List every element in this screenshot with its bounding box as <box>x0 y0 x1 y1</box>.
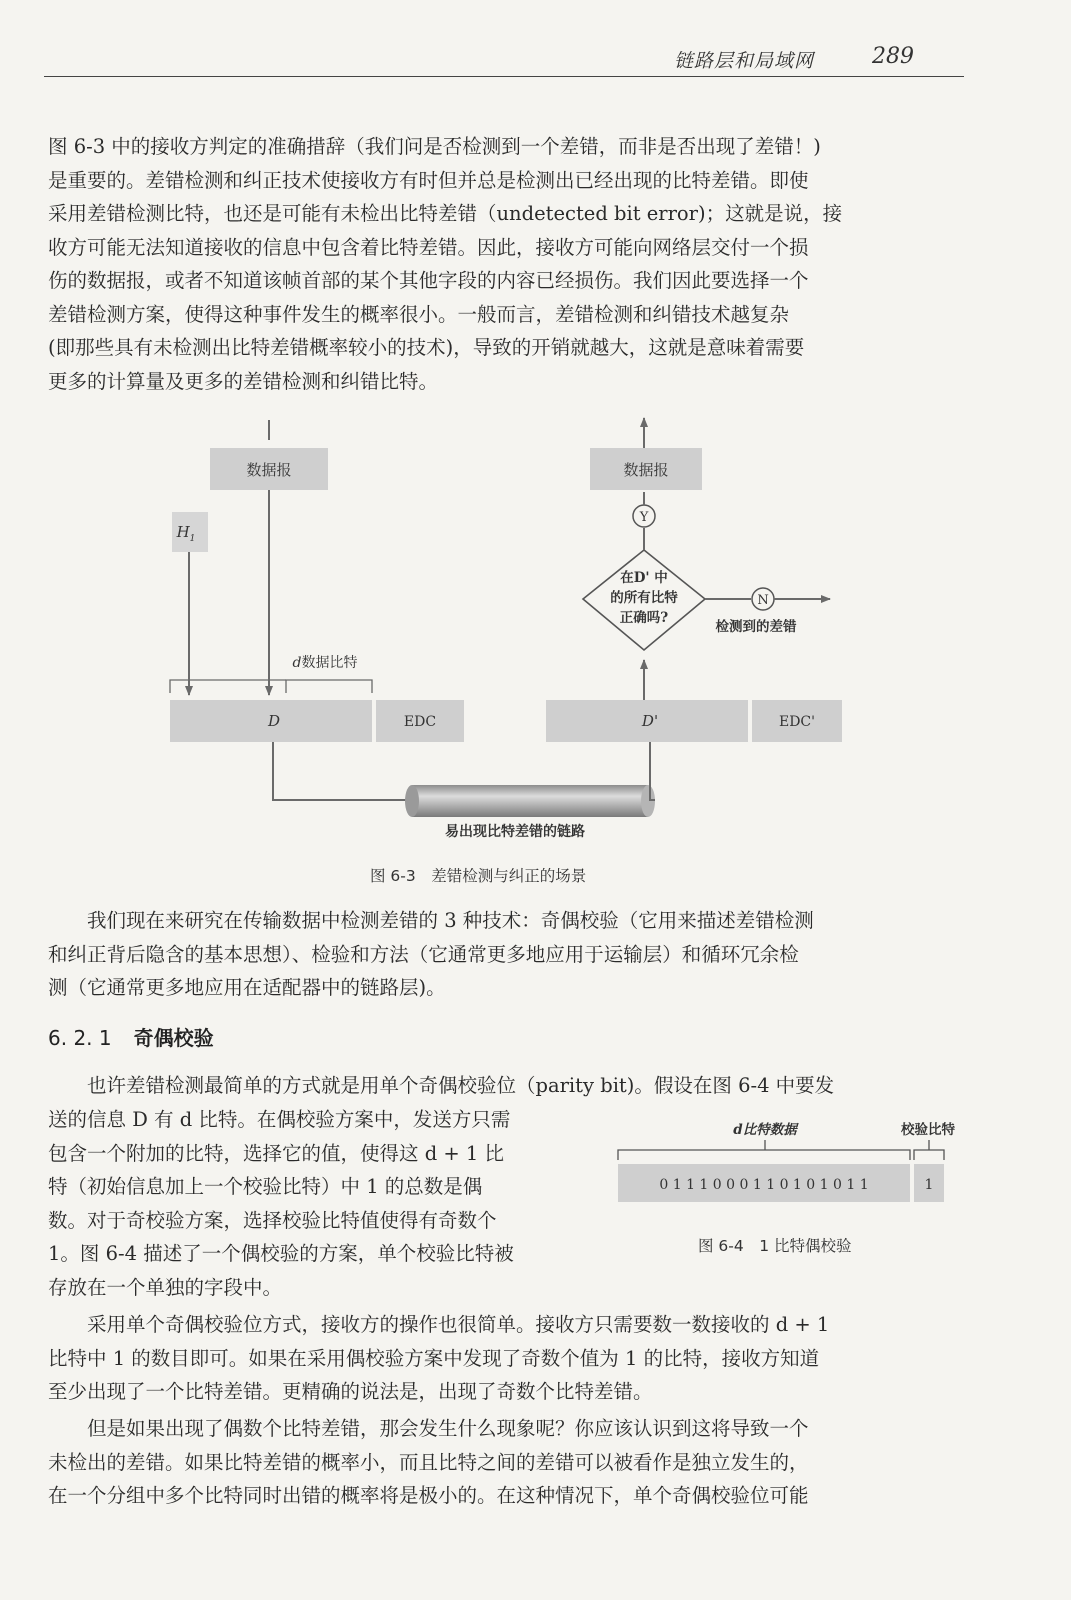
data-bits-bracket <box>618 1140 910 1160</box>
link-label: 易出现比特差错的链路 <box>445 824 585 840</box>
section-title: 奇偶校验 <box>133 1026 214 1050</box>
text-line: 和纠正背后隐含的基本思想）、检验和方法（它通常更多地应用于运输层）和循环冗余检 <box>48 942 799 966</box>
receiver-datagram-label: 数据报 <box>623 461 669 479</box>
parity-intro-wrapped <box>48 1103 588 1304</box>
text-line: 也许差错检测最简单的方式就是用单个奇偶校验位（parity bit)。假设在图 6-4 中要发 <box>87 1074 835 1097</box>
text-line: 图 6-3 中的接收方判定的准确措辞（我们问是否检测到一个差错，而非是否出现了差错！) <box>48 135 821 158</box>
text-line: 但是如果出现了偶数个比特差错，那会发生什么现象呢？你应该认识到这将导致一个 <box>87 1417 809 1440</box>
text-line: 送的信息 D 有 d 比特。在偶校验方案中，发送方只需 <box>48 1108 511 1131</box>
text-line: 数。对于奇校验方案，选择校验比特值使得有奇数个 <box>48 1208 497 1232</box>
edc-prime-field-label: EDC' <box>778 714 816 730</box>
text-line: 收方可能无法知道接收的信息中包含着比特差错。因此，接收方可能向网络层交付一个损 <box>48 235 809 259</box>
sender-to-link-line <box>273 742 412 800</box>
link-cylinder-left-cap <box>405 785 419 817</box>
check-bit-label: 校验比特 <box>901 1122 955 1138</box>
d-bits-bracket <box>286 680 372 693</box>
d-field-label: D <box>267 712 281 730</box>
parity-bit-value: 1 <box>924 1177 934 1193</box>
figure-6-4-caption: 图 6-4 1 比特偶校验 <box>698 1237 852 1255</box>
text-line: 伤的数据报，或者不知道该帧首部的某个其他字段的内容已经损伤。我们因此要选择一个 <box>48 269 809 292</box>
text-line: 特（初始信息加上一个校验比特）中 1 的总数是偶 <box>48 1175 483 1198</box>
text-line: 采用单个奇偶校验位方式，接收方的操作也很简单。接收方只需要数一数接收的 d + 1 <box>87 1313 830 1336</box>
text-line: 至少出现了一个比特差错。更精确的说法是，出现了奇数个比特差错。 <box>48 1380 653 1403</box>
data-bits-value: 0 1 1 1 0 0 0 1 1 0 1 0 1 0 1 1 <box>659 1177 869 1193</box>
running-title: 链路层和局域网 <box>673 50 814 72</box>
edc-field-label: EDC <box>403 714 437 730</box>
text-line: 存放在一个单独的字段中。 <box>48 1275 283 1299</box>
d-data-bits-label: d数据比特 <box>292 655 358 671</box>
error-detected-label: 检测到的差错 <box>715 619 797 635</box>
no-label: N <box>757 593 769 608</box>
text-line: 测（它通常更多地应用在适配器中的链路层)。 <box>48 976 446 999</box>
running-header <box>44 44 964 77</box>
text-line: 采用差错检测比特，也还是可能有未检出比特差错（undetected bit error)；这就是说，接 <box>48 202 843 225</box>
text-line: 我们现在来研究在传输数据中检测差错的 3 种技术：奇偶校验（它用来描述差错检测 <box>87 909 814 932</box>
data-bits-label: d比特数据 <box>733 1122 797 1138</box>
check-bit-bracket <box>914 1140 944 1160</box>
figure-6-4-diagram <box>600 1112 980 1212</box>
text-line: 比特中 1 的数目即可。如果在采用偶校验方案中发现了奇数个值为 1 的比特，接收方知道 <box>48 1346 820 1370</box>
section-heading <box>48 1022 214 1051</box>
parity-intro-first-line <box>48 1069 960 1103</box>
text-line: (即那些具有未检测出比特差错概率较小的技术)，导致的开销就越大，这就是意味着需要 <box>48 336 805 359</box>
page-number: 289 <box>872 44 914 69</box>
even-errors-paragraph <box>48 1412 960 1513</box>
intro-paragraph <box>48 130 960 398</box>
text-line: 差错检测方案，使得这种事件发生的概率很小。一般而言，差错检测和纠错技术越复杂 <box>48 302 790 326</box>
figure-6-3-caption: 图 6-3 差错检测与纠正的场景 <box>370 867 587 885</box>
decision-line-1: 在D' 中 <box>620 570 668 586</box>
sender-datagram-label: 数据报 <box>246 461 292 479</box>
decision-line-2: 的所有比特 <box>610 590 678 606</box>
techniques-paragraph <box>48 904 960 1005</box>
text-line: 1。图 6-4 描述了一个偶校验的方案，单个校验比特被 <box>48 1242 514 1265</box>
decision-line-3: 正确吗? <box>619 610 669 626</box>
link-cylinder-body <box>412 785 648 817</box>
text-line: 是重要的。差错检测和纠正技术使接收方有时但并总是检测出已经出现的比特差错。即使 <box>48 168 809 192</box>
text-line: 包含一个附加的比特，选择它的值，使得这 d + 1 比 <box>48 1141 505 1165</box>
yes-label: Y <box>639 510 649 525</box>
figure-6-3-diagram <box>0 400 1071 840</box>
text-line: 在一个分组中多个比特同时出错的概率将是极小的。在这种情况下，单个奇偶校验位可能 <box>48 1484 809 1507</box>
receiver-paragraph <box>48 1308 960 1409</box>
d-prime-field-label: D' <box>641 712 659 730</box>
section-number: 6. 2. 1 <box>48 1026 112 1050</box>
text-line: 未检出的差错。如果比特差错的概率小，而且比特之间的差错可以被看作是独立发生的， <box>48 1450 809 1474</box>
h1-label: $H_1$ <box>176 523 196 544</box>
text-line: 更多的计算量及更多的差错检测和纠错比特。 <box>48 369 439 393</box>
